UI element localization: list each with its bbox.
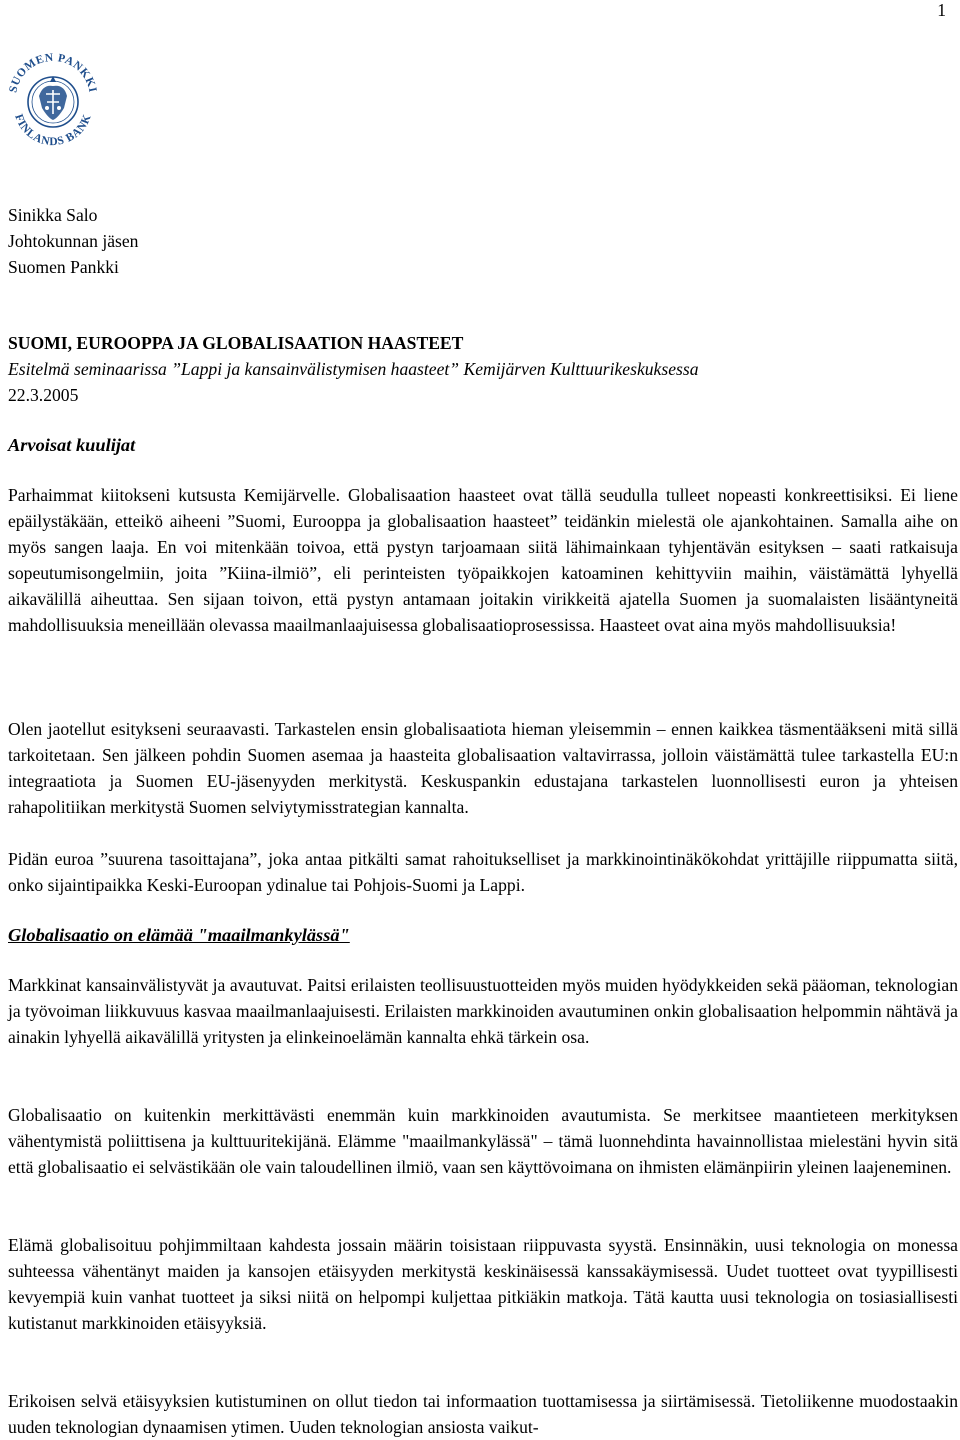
page-number: 1 bbox=[937, 0, 946, 20]
author-name: Sinikka Salo bbox=[8, 205, 98, 225]
paragraph-global-village: Globalisaatio on kuitenkin merkittävästi enemmän kuin markkinoiden avautumista. Se merkitsee maantieteen merkityksen vähentymistä poliittisena ja kulttuuritekijänä. Elämme "maailmankylässä" – tämä luonnehdinta havainnollistaa mielestäni hyvin sitä että globalisaatio ei selvästikään ole vain taloudellinen ilmiö, vaan sen käyttövoimana on ihmisten elämänpiirin yleinen laajeneminen. bbox=[8, 1105, 958, 1177]
paragraph-intro: Parhaimmat kiitokseni kutsusta Kemijärvelle. Globalisaation haasteet ovat tällä seudulla tulleet nopeasti konkreettisiksi. Ei liene epäilystäkään, etteikö aiheeni ”Suomi, Eurooppa ja globalisaation haasteet” teidänkin mielestä ole ajankohtainen. Samalla aihe on myös sangen laaja. En voi mitenkään toivoa, että pystyn tarjoamaan siitä lähimainkaan tyhjentävän esityksen – saati ratkaisuja sopeutumisongelmiin, joita ”Kiina-ilmiö”, eli perinteisten työpaikkojen katoaminen kehittyviin maihin, väistämättä lyhyellä aikavälillä aiheuttaa. Sen sijaan toivon, että pystyn antamaan joitakin virikkeitä ajatella Suomen ja suomalaisten lisääntyneitä mahdollisuuksia meneillään olevassa maailmanlaajuisessa globalisaatioprosessissa. Haasteet ovat aina myös mahdollisuuksia! bbox=[8, 485, 958, 635]
author-organization: Suomen Pankki bbox=[8, 257, 119, 277]
svg-text:FINLANDS BANK: FINLANDS BANK bbox=[12, 112, 94, 149]
document-date: 22.3.2005 bbox=[8, 385, 79, 405]
suomen-pankki-logo bbox=[6, 36, 100, 162]
paragraph-markets: Markkinat kansainvälistyvät ja avautuvat. Paitsi erilaisten teollisuustuotteiden myös muiden hyödykkeiden sekä pääoman, teknologian ja työvoiman liikkuvuus kasvaa maailmanlaajuisesti. Erilaisten markkinoiden avautuminen onkin globalisaation helpommin nähtävä ja ainakin lyhyellä aikavälillä yritysten ja elinkeinoelämän kannalta ehkä tärkein osa. bbox=[8, 975, 958, 1047]
document-subtitle: Esitelmä seminaarissa ”Lappi ja kansainvälistymisen haasteet” Kemijärven Kulttuurikeskuksessa bbox=[8, 359, 699, 379]
document-title: SUOMI, EUROOPPA JA GLOBALISAATION HAASTEET bbox=[8, 333, 464, 353]
section-heading: Globalisaatio on elämää "maailmankylässä" bbox=[8, 925, 350, 945]
salutation: Arvoisat kuulijat bbox=[8, 435, 136, 455]
svg-text:SUOMEN PANKKI: SUOMEN PANKKI bbox=[7, 51, 99, 94]
paragraph-information: Erikoisen selvä etäisyyksien kutistuminen on ollut tiedon tai informaation tuottamisessa ja siirtämisessä. Tietoliikenne muodostaakin uuden teknologian dynaamisen ytimen. Uuden teknologian ansiosta vaikut- bbox=[8, 1391, 958, 1437]
paragraph-euro: Pidän euroa ”suurena tasoittajana”, joka antaa pitkälti samat rahoitukselliset ja markkinointinäkökohdat yrittäjille riippumatta siitä, onko sijaintipaikka Keski-Euroopan ydinalue tai Pohjois-Suomi ja Lappi. bbox=[8, 849, 958, 895]
author-role: Johtokunnan jäsen bbox=[8, 231, 139, 251]
title-block bbox=[8, 330, 958, 408]
paragraph-technology: Elämä globalisoituu pohjimmiltaan kahdesta jossain määrin toisistaan riippuvasta syystä. Ensinnäkin, uusi teknologia on monessa suhteessa vähentänyt maiden ja kansojen etäisyyden merkitystä keskinäisessä kanssakäymisessä. Uudet tuotteet ovat tyypillisesti kevyempiä kuin vanhat tuotteet ja siksi niitä on helpompi kuljettaa pitkiäkin matkoja. Tätä kautta uusi teknologia on tosiasiallisesti kutistanut markkinoiden etäisyyksiä. bbox=[8, 1235, 958, 1333]
author-block bbox=[8, 202, 958, 280]
bank-seal-icon bbox=[6, 36, 100, 162]
paragraph-outline: Olen jaotellut esitykseni seuraavasti. Tarkastelen ensin globalisaatiota hieman yleisemmin – ennen kaikkea täsmentääkseni mitä sillä tarkoitetaan. Sen jälkeen pohdin Suomen asemaa ja haasteita globalisaation valtavirrassa, jolloin väistämättä tulee tarkastella EU:n integraatiota ja Suomen EU-jäsenyyden merkitystä. Keskuspankin edustajana tarkastelen luonnollisesti euron ja yhteisen rahapolitiikan merkitystä Suomen selviytymisstrategian kannalta. bbox=[8, 719, 958, 817]
